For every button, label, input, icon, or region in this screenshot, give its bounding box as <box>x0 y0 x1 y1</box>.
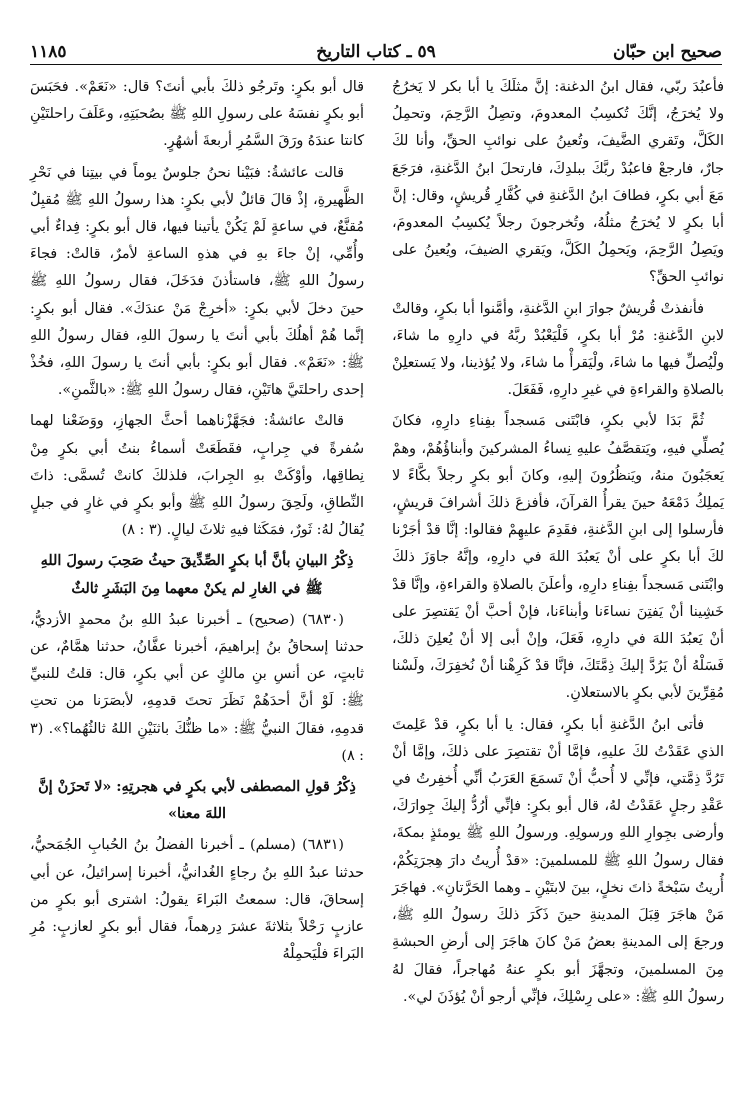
chapter-title: ٥٩ ـ كتاب التاريخ <box>316 42 436 62</box>
paragraph: فأنفذتْ قُريشٌ جوارَ ابنِ الدَّغنةِ، وأمَّنوا أبا بكرٍ، وقالتْ لابنِ الدَّغنةِ: مُرْ أبا بكرٍ، فَلْيَعْبُدْ ربَّهُ في دارِهِ ما شاءَ، ولْيُصلِّ فيها ما شاءَ، ولْيَقرأْ ما شاءَ، ولا يُؤذينا، ولا يَستعلِنْ بالصلاةِ والقراءةِ في غيرِ دارِهِ، فَفَعَلَ. <box>392 300 724 399</box>
header-rule <box>30 64 722 65</box>
paragraph: قال أبو بكرٍ: وتَرجُو ذلكَ بأبي أنتَ؟ قال: «نَعَمْ». فحَبَسَ أبو بكرٍ نفسَهُ على رسولِ اللهِ ﷺ بصُحبَتِهِ، وعَلَفَ راحلتَيْنِ كانتا عندَهُ ورَقَ السَّمُرِ أربعةَ أشهُرٍ. <box>30 79 364 150</box>
paragraph: ثُمَّ بَدَا لأبي بكرٍ، فابْتَنى مَسجداً بفِناءِ دارِهِ، فكانَ يُصلِّي فيهِ، ويَتقصَّفُ عليهِ نِساءُ المشركينَ وأبناؤُهُمْ، وهمْ يَعجَبُونَ منهُ، ويَنظُرُونَ إليهِ، وكانَ أبو بكرٍ رجلاً بكَّاءً لا يَملِكُ دَمْعَهُ حينَ يقرأُ القرآنَ، فأفزعَ ذلكَ أشرافَ قريشٍ، فأرسلوا إلى ابنِ الدَّغنةِ، فقَدِمَ عليهِمْ فقالوا: إنَّا قدْ أجَرْنا لكَ أبا بكرٍ على أنْ يَعبُدَ اللهَ في دارِهِ، وإنَّهُ جاوَزَ ذلكَ وابْتَنى مَسجداً بفِناءِ دارِهِ، وأعلَنَ بالصلاةِ والقراءةِ، وإنَّا قدْ خَشِينا أنْ يَفتِنَ نساءَنا وأبناءَنا، فإنْ أحبَّ أنْ يَقتصِرَ على أنْ يَعبُدَ اللهَ في دارِهِ، فَعَلَ، وإنْ أبى إلا أنْ يُعلِنَ ذلكَ، فَسَلْهُ أنْ يَرُدَّ إليكَ ذِمَّتَكَ، فإنَّا قدْ كَرِهْنا أنْ نُخفِرَكَ، ولَسْنا مُقِرِّينَ لأبي بكرٍ بالاستعلانِ. <box>392 413 724 702</box>
paragraph: (٦٨٣١) (مسلم) ـ أخبرنا الفضلُ بنُ الحُبابِ الجُمَحيُّ، حدثنا عبدُ اللهِ بنُ رجاءٍ الغُدانيُّ، أخبرنا إسرائيلُ، عن أبي إسحاقَ، قال: سمعتُ البَراءَ يقولُ: اشترى أبو بكرٍ من عازبٍ رَحْلاً بثلاثةَ عشرَ دِرهماً، فقال أبو بكرٍ لعازبٍ: مُرِ البَراءَ فلْيَحمِلْهُ <box>30 837 364 963</box>
section-heading: ذِكْرُ قولِ المصطفى لأبي بكرٍ في هجرتِهِ: «لا تَحزَنْ إنَّ اللهَ معنا» <box>38 779 356 823</box>
paragraph: (٦٨٣٠) (صحيح) ـ أخبرنا عبدُ اللهِ بنُ محمدٍ الأزديُّ، حدثنا إسحاقُ بنُ إبراهيمَ، أخبرنا عفَّانُ، حدثنا همَّامٌ، عن ثابتٍ، عن أنسِ بنِ مالكٍ عن أبي بكرٍ، قال: قلتُ للنبيِّ ﷺ: لَوْ أنَّ أحدَهُمْ نَظَرَ تحتَ قدمِهِ، لأبصَرَنا من تحتِ قدمِهِ، فقالَ النبيُّ ﷺ: «ما ظنُّكَ باثنَيْنِ اللهُ ثالثُهُما؟». (٣ : ٨) <box>30 611 364 764</box>
paragraph: فأتى ابنُ الدَّغنةِ أبا بكرٍ، فقال: يا أبا بكرٍ، قدْ عَلِمتَ الذي عَقَدْتُ لكَ عليهِ، فإمَّا أنْ تقتصِرَ على ذلكَ، وإمَّا أنْ تَرُدَّ ذِمَّتي، فإنِّي لا أُحبُّ أنْ تَسمَعَ العَرَبُ أنِّي أُخفِرتُ في عَقْدِ رجلٍ عَقَدْتُ لهُ، قال أبو بكرٍ: فإنِّي أرُدُّ إليكَ جِوارَكَ، وأرضى بجِوارِ اللهِ ورسولِهِ. ورسولُ اللهِ ﷺ يومئذٍ بمكةَ، فقال رسولُ اللهِ ﷺ للمسلمينَ: «قدْ أُريتُ دارَ هِجرَتِكُمْ، أُريتُ سَبْخةً ذاتَ نخلٍ، بينَ لابتَيْنِ ـ وهما الحَرَّتانِ». فهاجَرَ مَنْ هاجَرَ قِبَلَ المدينةِ حينَ ذَكَرَ ذلكَ رسولُ اللهِ ﷺ، ورجعَ إلى المدينةِ بعضُ مَنْ كانَ هاجَرَ إلى أرضِ الحبشةِ مِنَ المسلمينَ، وتجهَّزَ أبو بكرٍ عنهُ مُهاجراً، فقالَ لهُ رسولُ اللهِ ﷺ: «على رِسْلِكَ، فإنِّي أرجو أنْ يُؤذَنَ لي». <box>392 716 724 1005</box>
paragraph: قالت عائشةُ: فبَيْنا نحنُ جلوسٌ يوماً في بيتِنا في نَحْرِ الظَّهيرةِ، إذْ قالَ قائلٌ لأبي بكرٍ: هذا رسولُ اللهِ ﷺ مُقبِلٌ مُقنَّعٌ، في ساعةٍ لَمْ يَكُنْ يأتينا فيها، قال أبو بكرٍ: فِداءٌ أبي وأُمِّي، إنْ جاءَ بهِ في هذهِ الساعةِ لأمرٌ، قالتْ: فجاءَ رسولُ اللهِ ﷺ، فاستأذنَ فدَخَلَ، فقال رسولُ اللهِ ﷺ حينَ دخلَ لأبي بكرٍ: «أخرِجْ مَنْ عندَكَ». فقال أبو بكرٍ: إنَّما هُمْ أهلُكَ بأبي أنتَ يا رسولَ اللهِ، فقال رسولُ اللهِ ﷺ: «نَعَمْ». فقال أبو بكرٍ: بأبي أنتَ يا رسولَ اللهِ، فخُذْ إحدى راحلتَيَّ هاتَيْنِ، فقال رسولُ اللهِ ﷺ: «بالثَّمنِ». <box>30 164 364 399</box>
book-title: صحيح ابن حبّان <box>612 42 722 62</box>
paragraph: فأعبُدَ ربّي، فقال ابنُ الدغنة: إنَّ مثلَكَ يا أبا بكر لا يَخرُجُ ولا يُخرَجُ، إنَّكَ تُكسِبُ المعدومَ، وتصِلُ الرَّحِمَ، وتحمِلُ الكَلَّ، وتَقري الضَّيفَ، وتُعينُ على نوائبِ الحقِّ، وأنا لكَ جارٌ، فارجعْ فاعبُدْ ربَّكَ ببلدِكَ، فارتحلَ ابنُ الدَّغنةِ، فرَجَعَ مَعَ أبي بكرٍ، فطافَ ابنُ الدَّغنةِ في كُفَّارِ قُريشٍ، وقال: إنَّ أبا بكرٍ لا يُخرَجُ مثلُهُ، وتُخرجونَ رجلاً يُكسِبُ المعدومَ، ويَصِلُ الرَّحِمَ، ويَحمِلُ الكَلَّ، ويَقري الضيفَ، ويُعينُ على نوائبِ الحقِّ؟ <box>392 79 724 286</box>
paragraph: قالتْ عائشةُ: فجَهَّزْناهما أحثَّ الجهازِ، ووَضَعْنا لهما سُفرةً في جِرابٍ، فقَطَعَتْ أسماءُ بنتُ أبي بكرٍ مِنْ نِطاقِها، وأوْكَتْ بهِ الجِرابَ، فلذلكَ كانتْ تُسمَّى: ذاتَ النِّطاقِ، ولَحِقَ رسولُ اللهِ ﷺ وأبو بكرٍ في غارٍ في جبلٍ يُقالُ لهُ: ثَورٌ، فمَكَثا فيهِ ثلاثَ ليالٍ. (٣ : ٨) <box>30 413 364 539</box>
left-text-column <box>30 74 364 973</box>
right-text-column <box>392 74 724 1015</box>
page-header <box>30 28 722 62</box>
page-number: ١١٨٥ <box>30 42 67 62</box>
section-heading: ذِكْرُ البيانِ بأنَّ أبا بكرٍ الصِّدِّيقَ حيثُ صَحِبَ رسولَ اللهِ ﷺ في الغارِ لم يكنْ معهما مِنَ البَشَرِ ثالثٌ <box>40 553 354 597</box>
